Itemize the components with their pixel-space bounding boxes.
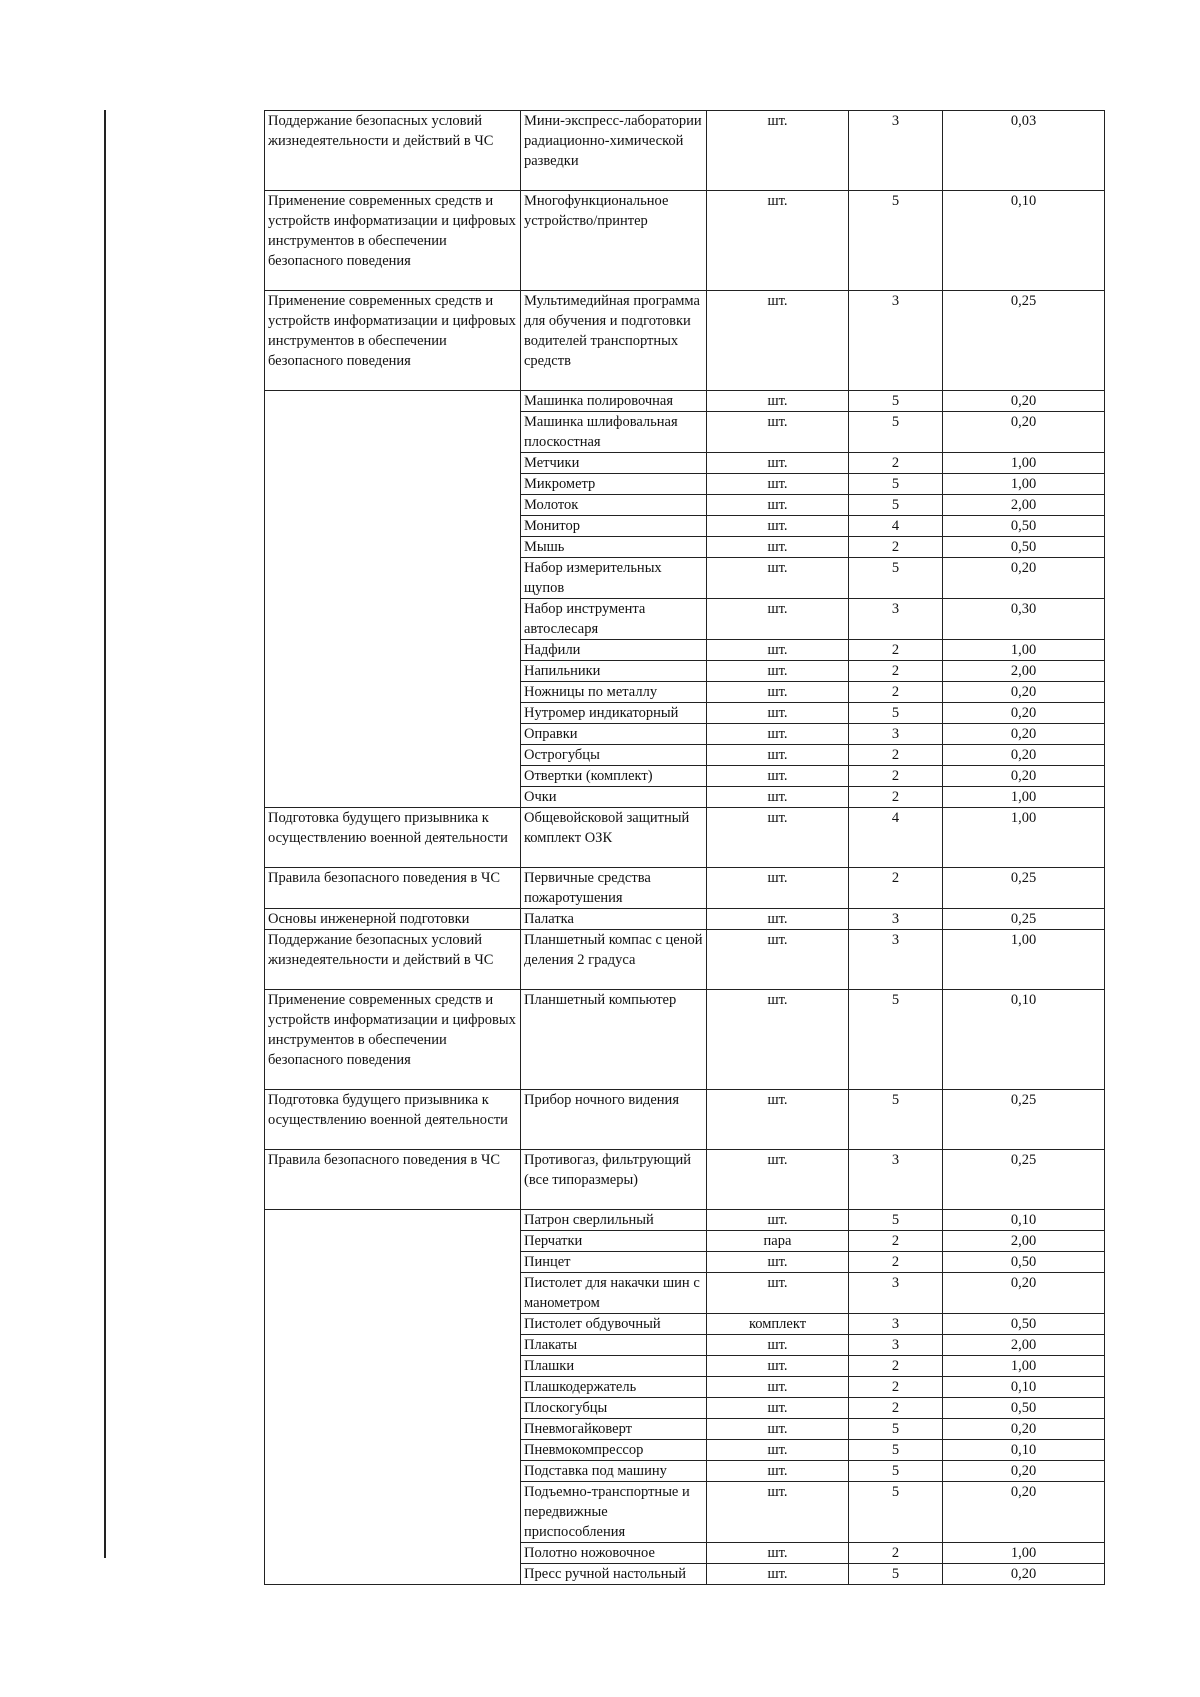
cell-coef: 0,50: [943, 1398, 1105, 1419]
cell-qty: 4: [849, 808, 943, 868]
cell-qty: 3: [849, 1273, 943, 1314]
cell-qty: 2: [849, 745, 943, 766]
cell-name: Подставка под машину: [521, 1461, 707, 1482]
cell-name: Перчатки: [521, 1231, 707, 1252]
cell-qty: 5: [849, 412, 943, 453]
cell-coef: 0,20: [943, 1482, 1105, 1543]
table-row: [265, 909, 1105, 930]
cell-qty: 3: [849, 1335, 943, 1356]
table-row: [265, 1150, 1105, 1210]
cell-unit: шт.: [707, 191, 849, 291]
cell-qty: 3: [849, 1150, 943, 1210]
cell-name: Напильники: [521, 661, 707, 682]
cell-name: Первичные средства пожаротушения: [521, 868, 707, 909]
cell-qty: 4: [849, 516, 943, 537]
cell-unit: шт.: [707, 1543, 849, 1564]
cell-qty: 3: [849, 909, 943, 930]
cell-coef: 1,00: [943, 808, 1105, 868]
cell-name: Пневмокомпрессор: [521, 1440, 707, 1461]
cell-unit: шт.: [707, 787, 849, 808]
cell-name: Острогубцы: [521, 745, 707, 766]
cell-qty: 5: [849, 1564, 943, 1585]
cell-coef: 1,00: [943, 640, 1105, 661]
cell-qty: 2: [849, 661, 943, 682]
cell-coef: 0,25: [943, 1090, 1105, 1150]
cell-coef: 2,00: [943, 1335, 1105, 1356]
cell-qty: 2: [849, 1231, 943, 1252]
cell-coef: 0,10: [943, 1210, 1105, 1231]
cell-qty: 2: [849, 1398, 943, 1419]
table-row: [265, 868, 1105, 909]
cell-qty: 3: [849, 111, 943, 191]
cell-unit: шт.: [707, 682, 849, 703]
cell-qty: 2: [849, 868, 943, 909]
cell-name: Плоскогубцы: [521, 1398, 707, 1419]
cell-coef: 1,00: [943, 474, 1105, 495]
cell-coef: 0,25: [943, 1150, 1105, 1210]
cell-coef: 1,00: [943, 787, 1105, 808]
cell-coef: 0,50: [943, 516, 1105, 537]
cell-unit: шт.: [707, 808, 849, 868]
cell-name: Пистолет обдувочный: [521, 1314, 707, 1335]
cell-coef: 1,00: [943, 1356, 1105, 1377]
cell-unit: шт.: [707, 868, 849, 909]
cell-topic: Применение современных средств и устройств информатизации и цифровых инструментов в обеспечении безопасного поведения: [265, 191, 521, 291]
cell-coef: 0,20: [943, 1564, 1105, 1585]
equipment-table-body: [265, 111, 1105, 1585]
cell-coef: 0,50: [943, 1314, 1105, 1335]
cell-name: Палатка: [521, 909, 707, 930]
cell-name: Отвертки (комплект): [521, 766, 707, 787]
cell-topic: Применение современных средств и устройств информатизации и цифровых инструментов в обеспечении безопасного поведения: [265, 291, 521, 391]
cell-qty: 3: [849, 291, 943, 391]
cell-qty: 2: [849, 787, 943, 808]
cell-qty: 2: [849, 1543, 943, 1564]
cell-coef: 2,00: [943, 661, 1105, 682]
cell-unit: шт.: [707, 1090, 849, 1150]
cell-name: Мини-экспресс-лаборатории радиационно-химической разведки: [521, 111, 707, 191]
cell-qty: 5: [849, 1461, 943, 1482]
cell-unit: шт.: [707, 599, 849, 640]
cell-coef: 1,00: [943, 930, 1105, 990]
cell-unit: пара: [707, 1231, 849, 1252]
cell-coef: 0,20: [943, 1273, 1105, 1314]
cell-topic: Применение современных средств и устройств информатизации и цифровых инструментов в обеспечении безопасного поведения: [265, 990, 521, 1090]
table-row: [265, 1090, 1105, 1150]
cell-name: Нутромер индикаторный: [521, 703, 707, 724]
cell-name: Прибор ночного видения: [521, 1090, 707, 1150]
cell-coef: 0,20: [943, 1461, 1105, 1482]
cell-qty: 3: [849, 930, 943, 990]
cell-unit: шт.: [707, 990, 849, 1090]
cell-coef: 0,20: [943, 682, 1105, 703]
cell-coef: 1,00: [943, 1543, 1105, 1564]
cell-name: Машинка шлифовальная плоскостная: [521, 412, 707, 453]
cell-name: Общевойсковой защитный комплект ОЗК: [521, 808, 707, 868]
cell-name: Набор измерительных щупов: [521, 558, 707, 599]
cell-qty: 2: [849, 766, 943, 787]
cell-name: Молоток: [521, 495, 707, 516]
cell-coef: 0,30: [943, 599, 1105, 640]
cell-unit: шт.: [707, 1335, 849, 1356]
cell-coef: 0,10: [943, 191, 1105, 291]
cell-qty: 2: [849, 537, 943, 558]
cell-topic: Правила безопасного поведения в ЧС: [265, 1150, 521, 1210]
cell-qty: 3: [849, 599, 943, 640]
equipment-table: [264, 110, 1105, 1585]
cell-unit: шт.: [707, 453, 849, 474]
cell-topic: Основы инженерной подготовки: [265, 909, 521, 930]
cell-coef: 0,20: [943, 1419, 1105, 1440]
cell-coef: 0,10: [943, 1440, 1105, 1461]
cell-unit: шт.: [707, 1210, 849, 1231]
table-row: [265, 191, 1105, 291]
cell-name: Подъемно-транспортные и передвижные приспособления: [521, 1482, 707, 1543]
cell-name: Машинка полировочная: [521, 391, 707, 412]
cell-name: Плашкодержатель: [521, 1377, 707, 1398]
table-row: [265, 990, 1105, 1090]
cell-name: Пневмогайковерт: [521, 1419, 707, 1440]
cell-qty: 5: [849, 1090, 943, 1150]
cell-name: Оправки: [521, 724, 707, 745]
cell-unit: шт.: [707, 1252, 849, 1273]
cell-unit: шт.: [707, 1273, 849, 1314]
cell-name: Надфили: [521, 640, 707, 661]
cell-name: Метчики: [521, 453, 707, 474]
cell-unit: шт.: [707, 474, 849, 495]
cell-name: Планшетный компас с ценой деления 2 градуса: [521, 930, 707, 990]
cell-unit: шт.: [707, 640, 849, 661]
cell-qty: 5: [849, 391, 943, 412]
cell-unit: шт.: [707, 703, 849, 724]
cell-name: Планшетный компьютер: [521, 990, 707, 1090]
table-row: [265, 1210, 1105, 1231]
cell-name: Многофункциональное устройство/принтер: [521, 191, 707, 291]
table-row: [265, 930, 1105, 990]
cell-name: Очки: [521, 787, 707, 808]
cell-coef: 2,00: [943, 1231, 1105, 1252]
cell-qty: 5: [849, 990, 943, 1090]
cell-coef: 0,25: [943, 291, 1105, 391]
cell-qty: 3: [849, 724, 943, 745]
cell-coef: 0,10: [943, 990, 1105, 1090]
cell-coef: 0,25: [943, 868, 1105, 909]
cell-topic: Подготовка будущего призывника к осуществлению военной деятельности: [265, 808, 521, 868]
cell-coef: 0,20: [943, 412, 1105, 453]
cell-unit: шт.: [707, 391, 849, 412]
cell-name: Патрон сверлильный: [521, 1210, 707, 1231]
cell-unit: шт.: [707, 724, 849, 745]
cell-name: Ножницы по металлу: [521, 682, 707, 703]
cell-topic: Подготовка будущего призывника к осуществлению военной деятельности: [265, 1090, 521, 1150]
cell-unit: шт.: [707, 909, 849, 930]
cell-name: Плакаты: [521, 1335, 707, 1356]
cell-qty: 2: [849, 1356, 943, 1377]
cell-coef: 0,03: [943, 111, 1105, 191]
cell-coef: 0,10: [943, 1377, 1105, 1398]
cell-coef: 0,50: [943, 1252, 1105, 1273]
cell-qty: 5: [849, 191, 943, 291]
cell-unit: шт.: [707, 558, 849, 599]
cell-unit: шт.: [707, 1419, 849, 1440]
cell-coef: 0,20: [943, 724, 1105, 745]
cell-unit: шт.: [707, 1461, 849, 1482]
cell-qty: 5: [849, 474, 943, 495]
cell-coef: 0,20: [943, 766, 1105, 787]
cell-name: Пистолет для накачки шин с манометром: [521, 1273, 707, 1314]
cell-coef: 2,00: [943, 495, 1105, 516]
cell-unit: шт.: [707, 745, 849, 766]
cell-qty: 5: [849, 1419, 943, 1440]
cell-qty: 2: [849, 1377, 943, 1398]
cell-unit: шт.: [707, 291, 849, 391]
cell-qty: 2: [849, 1252, 943, 1273]
page-margin-line: [104, 110, 106, 1558]
cell-unit: шт.: [707, 1440, 849, 1461]
cell-qty: 5: [849, 495, 943, 516]
cell-unit: шт.: [707, 516, 849, 537]
cell-topic: Поддержание безопасных условий жизнедеятельности и действий в ЧС: [265, 930, 521, 990]
cell-qty: 5: [849, 1440, 943, 1461]
cell-unit: шт.: [707, 1482, 849, 1543]
cell-qty: 5: [849, 1482, 943, 1543]
cell-name: Плашки: [521, 1356, 707, 1377]
cell-unit: шт.: [707, 1398, 849, 1419]
table-row: [265, 111, 1105, 191]
cell-qty: 5: [849, 558, 943, 599]
cell-qty: 5: [849, 1210, 943, 1231]
cell-name: Микрометр: [521, 474, 707, 495]
cell-unit: шт.: [707, 766, 849, 787]
cell-name: Мультимедийная программа для обучения и подготовки водителей транспортных средств: [521, 291, 707, 391]
cell-unit: шт.: [707, 537, 849, 558]
cell-name: Монитор: [521, 516, 707, 537]
cell-name: Противогаз, фильтрующий (все типоразмеры): [521, 1150, 707, 1210]
cell-unit: шт.: [707, 1564, 849, 1585]
cell-topic: Поддержание безопасных условий жизнедеятельности и действий в ЧС: [265, 111, 521, 191]
cell-coef: 0,20: [943, 391, 1105, 412]
cell-name: Пресс ручной настольный: [521, 1564, 707, 1585]
table-row: [265, 808, 1105, 868]
cell-coef: 0,20: [943, 745, 1105, 766]
table-row: [265, 391, 1105, 412]
cell-name: Набор инструмента автослесаря: [521, 599, 707, 640]
cell-qty: 2: [849, 453, 943, 474]
cell-unit: шт.: [707, 661, 849, 682]
cell-unit: шт.: [707, 412, 849, 453]
cell-unit: шт.: [707, 930, 849, 990]
cell-coef: 0,25: [943, 909, 1105, 930]
cell-coef: 0,20: [943, 703, 1105, 724]
cell-unit: шт.: [707, 495, 849, 516]
cell-coef: 0,20: [943, 558, 1105, 599]
cell-name: Мышь: [521, 537, 707, 558]
cell-coef: 0,50: [943, 537, 1105, 558]
table-row: [265, 291, 1105, 391]
cell-topic: [265, 1210, 521, 1585]
cell-unit: шт.: [707, 1150, 849, 1210]
cell-unit: шт.: [707, 1377, 849, 1398]
cell-coef: 1,00: [943, 453, 1105, 474]
cell-name: Пинцет: [521, 1252, 707, 1273]
cell-qty: 5: [849, 703, 943, 724]
cell-qty: 3: [849, 1314, 943, 1335]
cell-unit: шт.: [707, 1356, 849, 1377]
cell-unit: комплект: [707, 1314, 849, 1335]
cell-topic: [265, 391, 521, 808]
cell-topic: Правила безопасного поведения в ЧС: [265, 868, 521, 909]
cell-qty: 2: [849, 640, 943, 661]
cell-qty: 2: [849, 682, 943, 703]
cell-unit: шт.: [707, 111, 849, 191]
cell-name: Полотно ножовочное: [521, 1543, 707, 1564]
